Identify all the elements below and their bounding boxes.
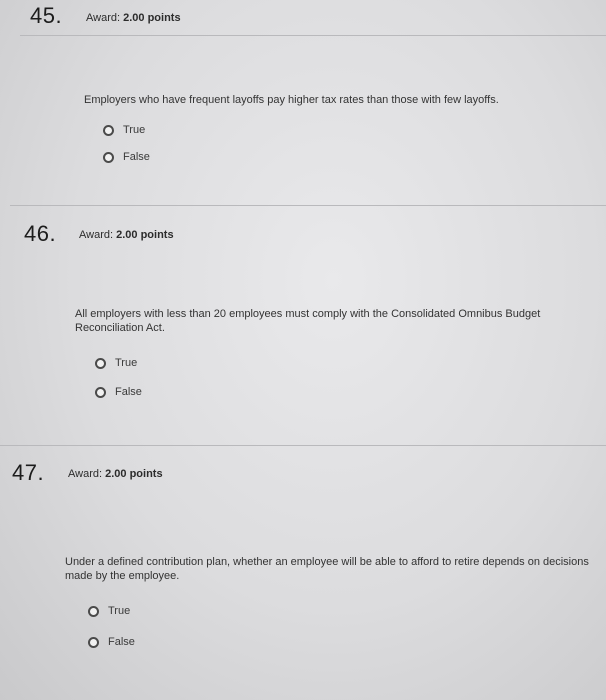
option-label: True [115,357,138,369]
radio-button[interactable] [88,606,99,617]
award-label: Award: [68,468,103,480]
award-points [79,229,174,241]
award-points [86,12,181,24]
award-value: 2.00 points [116,229,174,241]
option-label: False [123,151,150,163]
option-label: False [108,636,135,648]
option-false[interactable] [88,636,135,648]
award-label: Award: [79,229,114,241]
option-true[interactable] [103,124,145,136]
option-false[interactable] [95,386,142,398]
option-false[interactable] [103,151,150,163]
award-label: Award: [86,12,121,24]
option-label: False [115,386,142,398]
question-number: 45. [30,3,63,28]
question-number: 46. [24,221,57,246]
radio-button[interactable] [103,125,114,136]
option-label: True [108,605,131,617]
question-text: Employers who have frequent layoffs pay higher tax rates than those with few layoffs. [84,94,499,106]
award-points [68,468,163,480]
question-text: All employers with less than 20 employees must comply with the Consolidated Omnibus Budget Reconciliation Act. [75,308,541,334]
question-divider [20,35,606,36]
question-number: 47. [12,460,45,485]
radio-button[interactable] [88,637,99,648]
question-divider [0,445,606,446]
award-value: 2.00 points [105,468,163,480]
radio-button[interactable] [95,358,106,369]
award-value: 2.00 points [123,12,181,24]
question-text: Under a defined contribution plan, whether an employee will be able to afford to retire depends on decisions made by the employee. [65,556,589,582]
option-label: True [123,124,146,136]
option-true[interactable] [95,357,137,369]
option-true[interactable] [88,605,130,617]
radio-button[interactable] [95,387,106,398]
radio-button[interactable] [103,152,114,163]
question-divider [10,205,606,206]
